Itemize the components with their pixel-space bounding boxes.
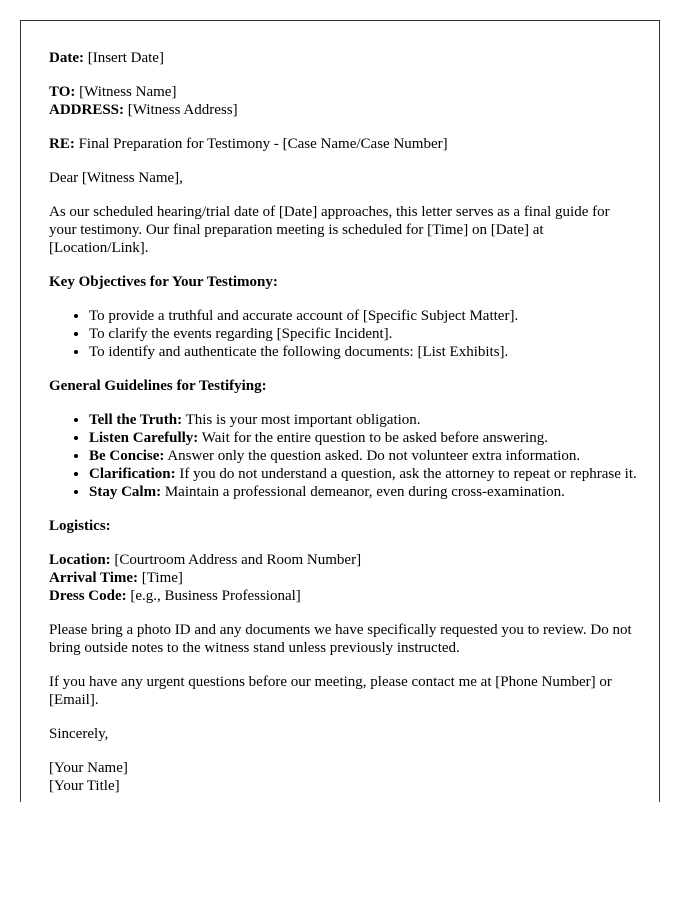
logistics-heading: Logistics:: [49, 518, 111, 534]
address-label: ADDRESS:: [49, 102, 125, 118]
arrival-line: [49, 569, 639, 587]
guideline-label: Listen Carefully:: [89, 430, 199, 446]
letter-page: [20, 20, 660, 802]
date-value: [Insert Date]: [87, 50, 164, 66]
arrival-value: [Time]: [141, 570, 183, 586]
contact-note: If you have any urgent questions before our meeting, please contact me at [Phone Number] or [Email].: [49, 674, 612, 708]
guideline-text: If you do not understand a question, ask the attorney to repeat or rephrase it.: [179, 466, 637, 482]
list-item: [89, 411, 639, 429]
signature-name: [Your Name]: [49, 760, 128, 776]
list-item: [89, 447, 639, 465]
objectives-list: [49, 307, 639, 361]
re-value: Final Preparation for Testimony - [Case Name/Case Number]: [78, 136, 448, 152]
list-item: [89, 465, 639, 483]
to-label: TO:: [49, 84, 76, 100]
guideline-label: Tell the Truth:: [89, 412, 183, 428]
salutation: Dear [Witness Name],: [49, 170, 183, 186]
location-value: [Courtroom Address and Room Number]: [114, 552, 362, 568]
location-line: [49, 551, 639, 569]
address-line: [49, 101, 639, 119]
location-label: Location:: [49, 552, 111, 568]
objectives-heading: Key Objectives for Your Testimony:: [49, 274, 278, 290]
list-item: [89, 429, 639, 447]
to-line: [49, 83, 639, 101]
guideline-label: Clarification:: [89, 466, 176, 482]
signature-block: [49, 759, 639, 795]
address-value: [Witness Address]: [127, 102, 238, 118]
recipient-block: [49, 83, 639, 119]
dress-label: Dress Code:: [49, 588, 127, 604]
dress-value: [e.g., Business Professional]: [130, 588, 301, 604]
list-item: • To clarify the events regarding [Specific Incident].: [89, 325, 639, 343]
signature-title: [Your Title]: [49, 778, 120, 794]
guidelines-list: [49, 411, 639, 501]
guidelines-heading: General Guidelines for Testifying:: [49, 378, 267, 394]
date-line: [49, 49, 639, 67]
logistics-block: [49, 551, 639, 605]
list-item: • To provide a truthful and accurate account of [Specific Subject Matter].: [89, 307, 639, 325]
date-label: Date:: [49, 50, 84, 66]
letter-content: [49, 49, 639, 802]
bring-note: Please bring a photo ID and any documents we have specifically requested you to review. Do not bring outside notes to the witness stand unless previously instructed.: [49, 622, 632, 656]
re-line: [49, 135, 639, 153]
intro-paragraph: As our scheduled hearing/trial date of [Date] approaches, this letter serves as a final guide for your testimony. Our final preparation meeting is scheduled for [Time] on [Date] at [Location/Link].: [49, 204, 610, 256]
list-item: • To identify and authenticate the following documents: [List Exhibits].: [89, 343, 639, 361]
guideline-label: Be Concise:: [89, 448, 165, 464]
arrival-label: Arrival Time:: [49, 570, 139, 586]
guideline-text: Answer only the question asked. Do not volunteer extra information.: [167, 448, 581, 464]
guideline-text: Wait for the entire question to be asked before answering.: [201, 430, 548, 446]
list-item: [89, 483, 639, 501]
closing: Sincerely,: [49, 726, 109, 742]
guideline-text: This is your most important obligation.: [185, 412, 421, 428]
to-value: [Witness Name]: [79, 84, 177, 100]
guideline-label: Stay Calm:: [89, 484, 162, 500]
dress-line: [49, 587, 639, 605]
re-label: RE:: [49, 136, 75, 152]
guideline-text: Maintain a professional demeanor, even during cross-examination.: [164, 484, 565, 500]
